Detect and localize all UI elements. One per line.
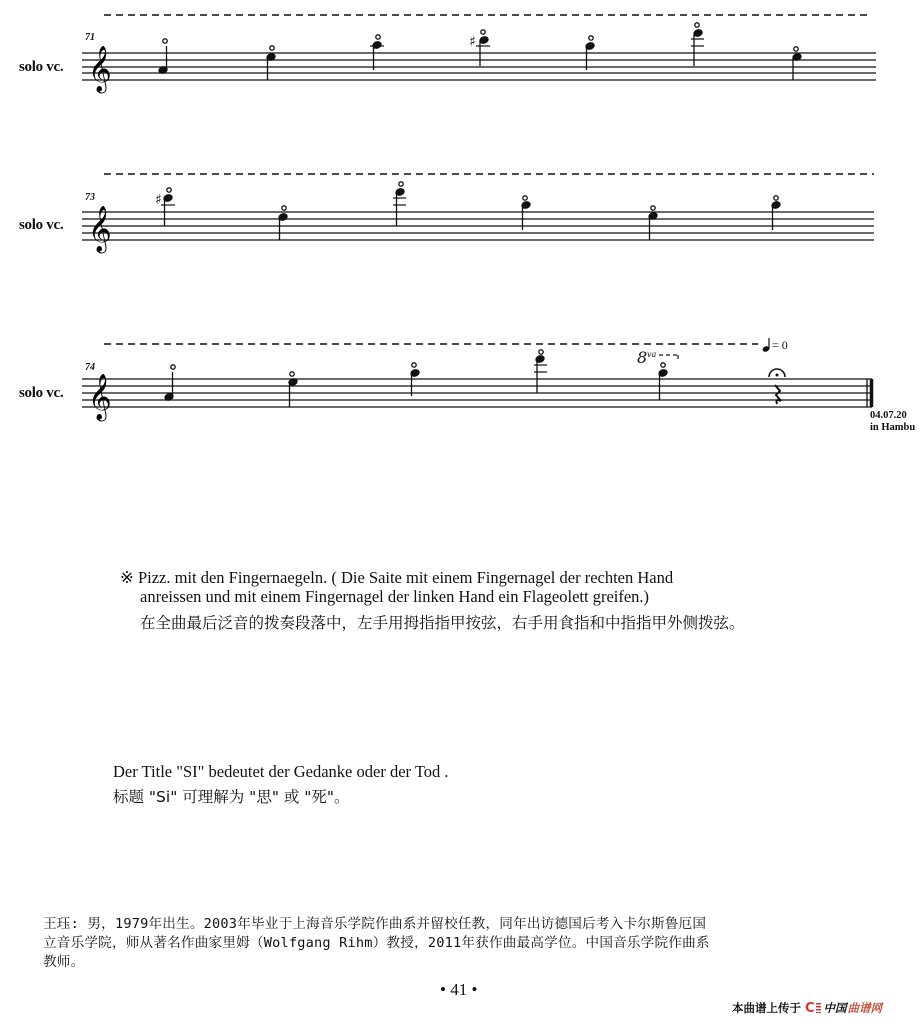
date-line-2: in Hambu	[870, 422, 916, 433]
watermark	[732, 1000, 882, 1016]
performance-note-chinese: 在全曲最后泛音的拨奏段落中，左手用拇指指甲按弦，右手用食指和中指指甲外侧拨弦。	[140, 614, 745, 632]
svg-text:𝄞: 𝄞	[88, 206, 112, 252]
performance-note-german-2: anreissen und mit einem Fingernagel der linken Hand ein Flageolett greifen.)	[140, 587, 650, 606]
logo-bars-icon	[816, 1003, 821, 1013]
bio-line-3: 教师。	[43, 954, 85, 970]
performance-note-german-1	[120, 568, 820, 587]
svg-text:♯: ♯	[469, 34, 476, 50]
measure-number: 71	[85, 32, 95, 43]
composition-date	[870, 410, 915, 434]
performance-note	[120, 568, 820, 633]
title-note-german: Der Title "SI" bedeutet der Gedanke oder der Tod .	[113, 762, 449, 781]
svg-text:♯: ♯	[155, 192, 162, 208]
measure-number: 73	[85, 192, 95, 203]
svg-text:8: 8	[637, 348, 648, 367]
bio-line-2: 立音乐学院，师从著名作曲家里姆（Wolfgang Rihm）教授，2011年获作曲最高学位。中国音乐学院作曲系	[43, 935, 710, 951]
measure-number: 74	[85, 362, 95, 373]
staff-system-2-graphic	[0, 160, 924, 270]
instrument-label: solo vc.	[19, 217, 64, 233]
bio-line-1: 王珏: 男，1979年出生。2003年毕业于上海音乐学院作曲系并留校任教，同年出访德国后考入卡尔斯鲁厄国	[43, 916, 707, 932]
staff-system-1-graphic	[0, 0, 924, 110]
date-line-1: 04.07.20	[870, 410, 907, 421]
tempo-mark	[762, 337, 788, 353]
quarter-note-icon	[762, 337, 772, 353]
score-system-1	[0, 0, 924, 110]
treble-clef-icon: 𝄞	[88, 46, 112, 92]
svg-text:va: va	[647, 350, 657, 359]
title-note-chinese: 标题 "Si" 可理解为 "思" 或 "死"。	[113, 788, 350, 806]
logo-text-b: 曲谱网	[847, 1001, 883, 1015]
note-text: Pizz. mit den Fingernaegeln. ( Die Saite mit einem Fingernagel der rechten Hand	[137, 568, 674, 587]
page-number: • 41 •	[440, 980, 478, 999]
svg-text:𝄞: 𝄞	[88, 374, 112, 420]
score-system-2	[0, 160, 924, 270]
tempo-value: = 0	[772, 337, 788, 352]
reference-mark: ※	[120, 568, 134, 587]
instrument-label: solo vc.	[19, 385, 64, 401]
logo-c-icon: C	[805, 1000, 815, 1016]
watermark-prefix: 本曲谱上传于	[732, 1001, 801, 1015]
instrument-label: solo vc.	[19, 59, 64, 75]
site-logo	[805, 1000, 882, 1016]
logo-text-a: 中国	[823, 1001, 847, 1015]
title-note	[113, 762, 713, 807]
composer-bio	[43, 915, 873, 972]
